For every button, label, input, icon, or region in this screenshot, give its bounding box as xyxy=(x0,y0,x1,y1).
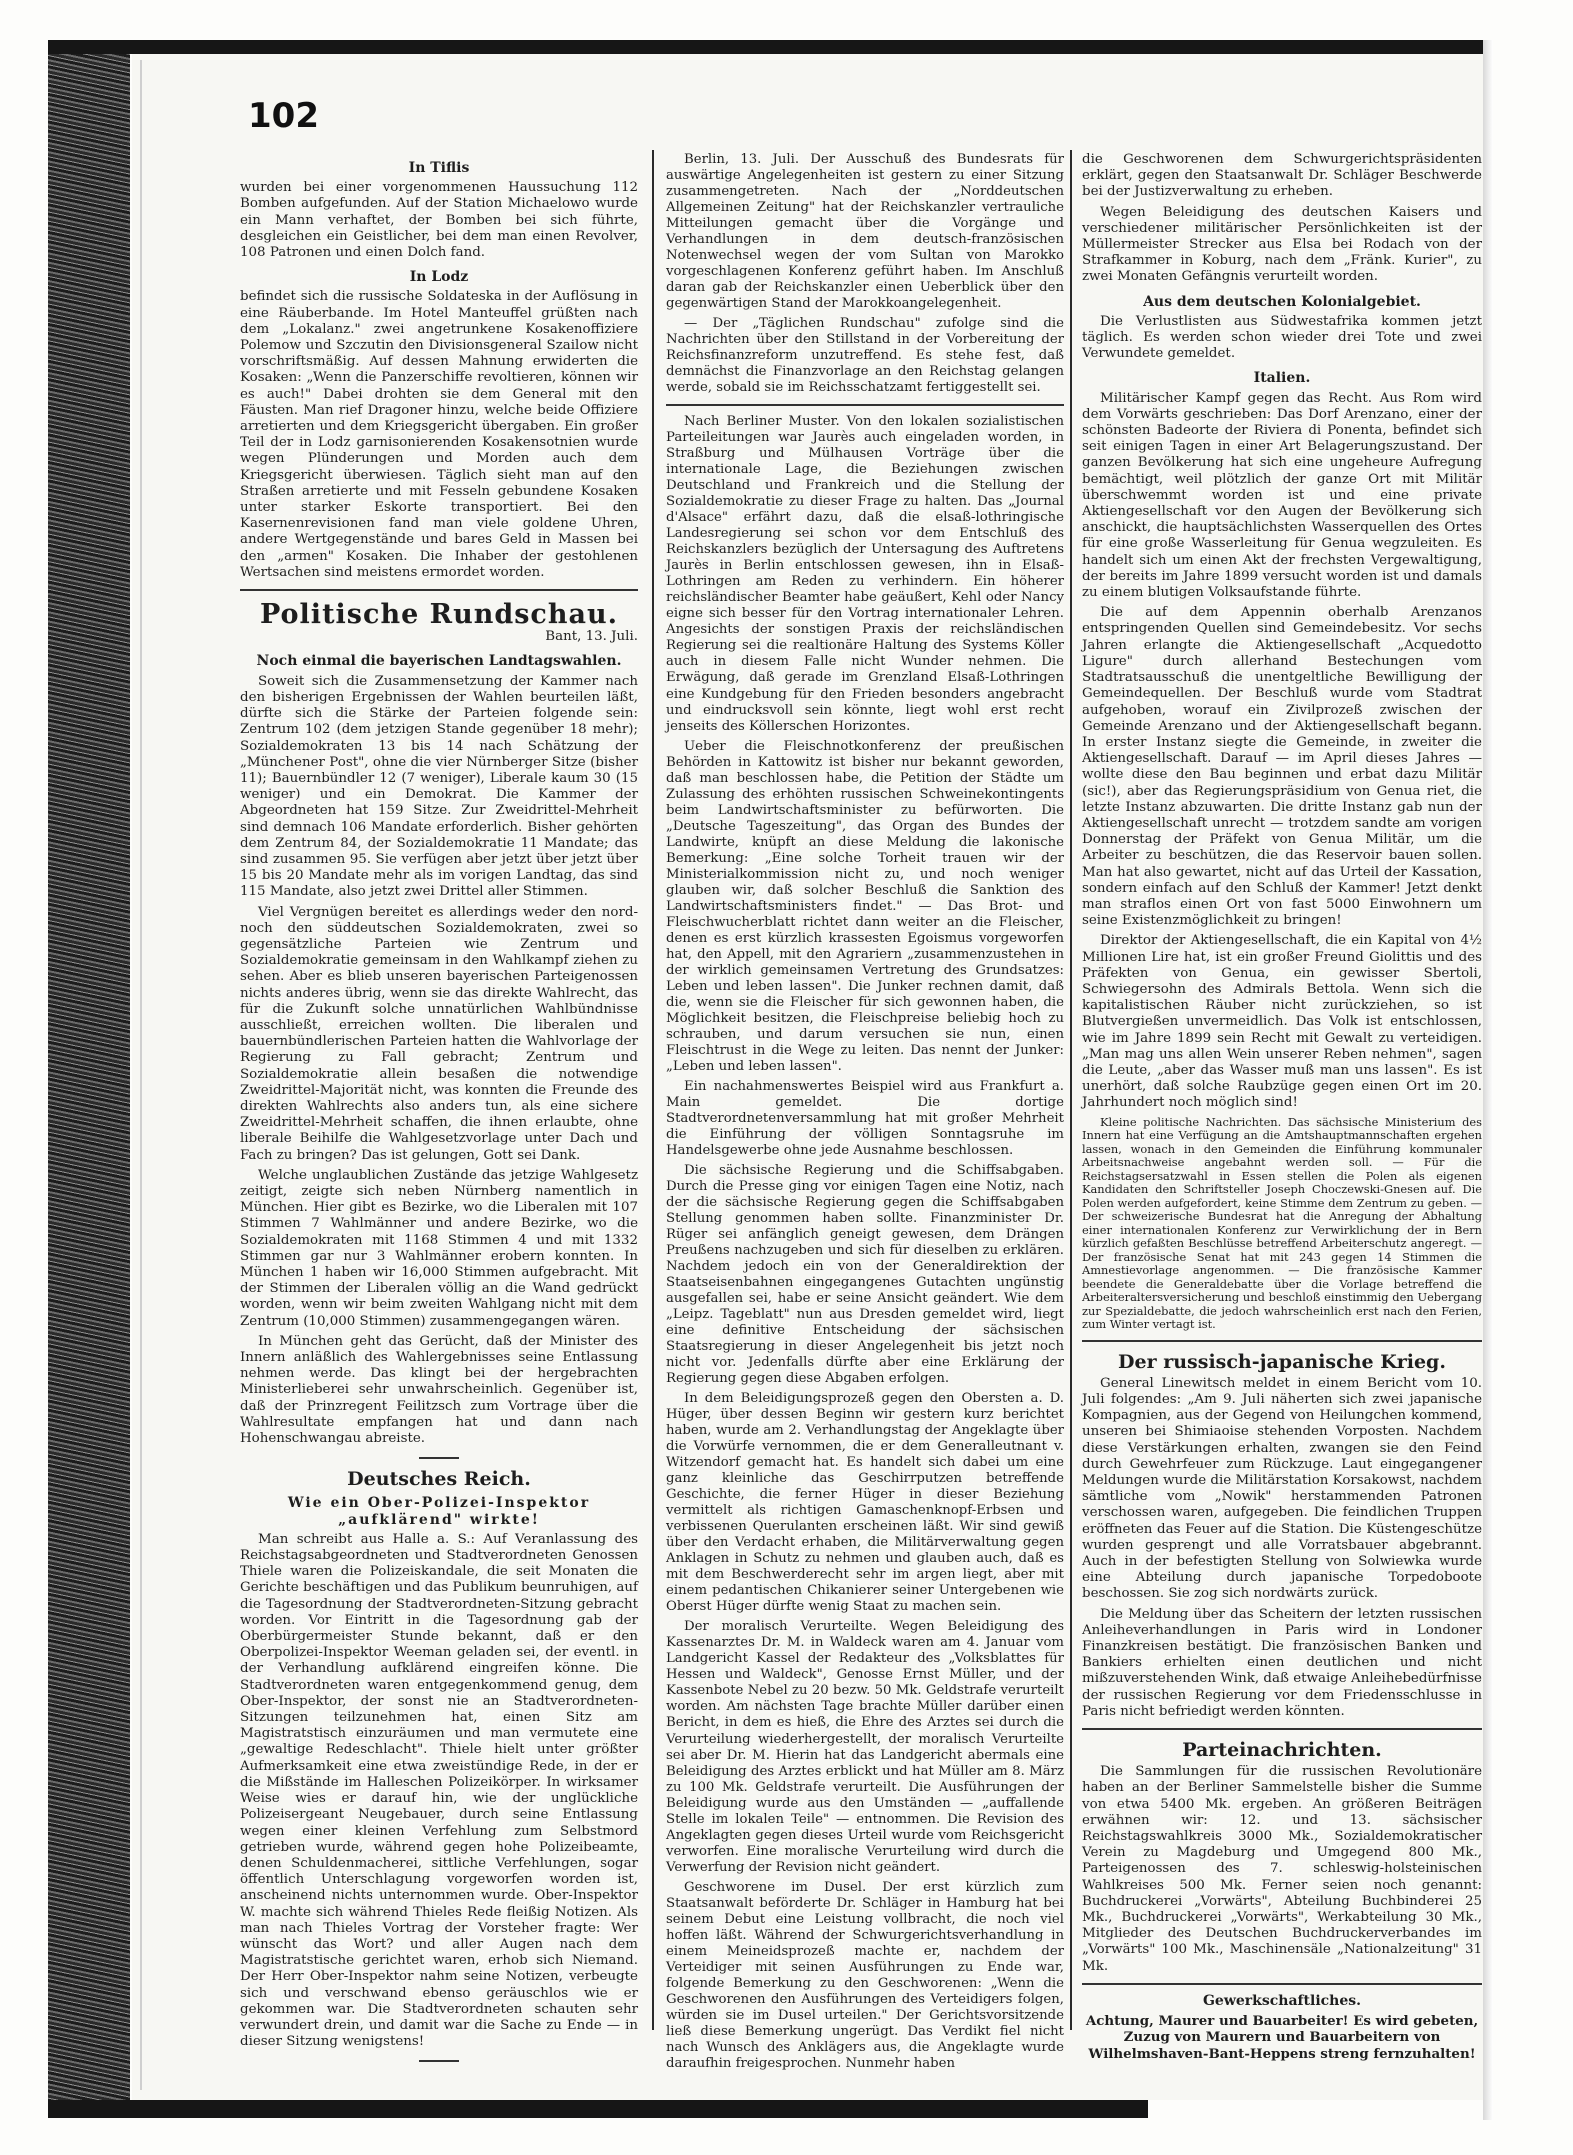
column-rule-1 xyxy=(652,150,654,2030)
article-geschworene-dusel: Geschworene im Dusel. Der erst kürzlich zum Staatsanwalt beförderte Dr. Schläger in Hamburg hat bei seinem Debut eine Leistung vollbracht, die noch viel hoffen läßt. Während der Schwurgerichtsverhandlung in einem Meineidsprozeß machte er, nachdem der Verteidiger mit seinen Ausführungen zu Ende war, folgende Bemerkung zu den Geschworenen: „Wenn die Geschworenen den Ausführungen des Verteidigers folgen, würden sie im Dusel urteilen." Der Gerichtsvorsitzende ließ diese Bemerkung ungerügt. Das Verdikt fiel nicht nach Wunsch des Anklägers aus, die Angeklagte wurde daraufhin freigesprochen. Nunmehr haben xyxy=(666,1879,1064,2071)
article-dusel-continued: die Geschworenen dem Schwurgerichtspräsidenten erklärt, gegen den Staatsanwalt Dr. Schläger Beschwerde bei der Justizverwaltung zu erheben. xyxy=(1082,152,1482,200)
heading-kolonialgebiet: Aus dem deutschen Kolonialgebiet. xyxy=(1143,293,1421,310)
scan-right-edge xyxy=(1483,40,1493,2120)
article-sammlungen: Die Sammlungen für die russischen Revolutionäre haben an der Berliner Sammelstelle bisher die Summe von etwa 5400 Mk. ergeben. An größeren Beiträgen erwähnen wir: 12. und 13. sächsischer Reichstagswahlkreis 3000 Mk., Sozialdemokratischer Verein zu Magdeburg und Umgegend 800 Mk., Parteigenossen des 7. schleswig-holsteinischen Wahlkreises 500 Mk. Ferner seien noch genannt: Buchdruckerei „Vorwärts", Abteilung Buchbinderei 25 Mk., Buchdruckerei „Vorwärts", Werkabteilung 30 Mk., Mitglieder des Deutschen Buchdruckerverbandes im „Vorwärts" 100 Mk., Maschinensäle „Nationalzeitung" 31 Mk. xyxy=(1082,1764,1482,1974)
column-1 xyxy=(240,152,638,2072)
dateline: Bant, 13. Juli. xyxy=(545,629,638,645)
article-kleine-nachrichten: Kleine politische Nachrichten. Das sächsische Ministerium des Innern hat eine Verfügung an die Amtshauptmannschaften ergehen lassen, wonach in den Gemeinden die Einführung kommunaler Arbeitsnachweise angebahnt werden soll. — Für die Reichstagsersatzwahl in Essen stellen die Polen als eigenen Kandidaten den Schriftsteller Joseph Choczewski-Gnesen auf. Die Polen werden aufgefordert, keine Stimme dem Zentrum zu geben. — Der schweizerische Bundesrat hat die Anregung der Abhaltung einer internationalen Konferenz zur Verwirklichung der in Bern kürzlich gefaßten Beschlüsse betreffend Arbeiterschutz angeregt. — Der französische Senat hat mit 243 gegen 14 Stimmen die Amnestievorlage angenommen. — Die französische Kammer beendete die Generaldebatte über die Vorlage betreffend die Arbeiteraltersversicherung und beschloß einstimmig den Uebergang zur Spezialdebatte, die jedoch wahrscheinlich erst nach den Ferien, zum Winter vertagt ist. xyxy=(1082,1114,1482,1332)
article-lodz: befindet sich die russische Soldateska in der Auflösung in eine Räuberbande. Im Hotel Manteuffel grüßten nach dem „Lokalanz." zwei angetrunkene Kosakenoffiziere Polemow und Szczutin den Divisionsgeneral Szailow nicht vorschriftsmäßig. Auf dessen Mahnung erwiderten die Kosaken: „Wenn die Panzerschiffe revoltieren, können wir es auch!" Dabei drohten sie dem General mit den Fäusten. Man rief Dragoner hinzu, welche beide Offiziere arretierten und dem Kriegsgericht übergaben. Ein großer Teil der in Lodz garnisonierenden Kosakensotnien wurde wegen Plünderungen und Morden auch dem Kriegsgericht überwiesen. Täglich sieht man auf den Straßen arretierte und mit Fesseln gebundene Kosaken unter starker Eskorte transportiert. Bei den Kasernenrevisionen fand man viele goldene Uhren, andere Wertgegenstände und bares Geld in Massen bei den „armen" Kosaken. Die Inhaber der gestohlenen Wertsachen sind meistens ermordet worden. xyxy=(240,289,638,580)
article-italien-p3: Direktor der Aktiengesellschaft, die ein Kapital von 4½ Millionen Lire hat, ist ein großer Freund Giolittis und des Präfekten von Genua, ein gewisser Sbertoli, Schwiegersohn des Admirals Bettola. Wenn sich die kapitalistischen Räuber nicht zurückziehen, so ist Blutvergießen unvermeidlich. Das Volk ist entschlossen, wie im Jahre 1899 sein Recht mit Gewalt zu verteidigen. „Man mag uns allen Wein unserer Reben nehmen", sagen die Leute, „aber das Wasser muß man uns lassen". Es ist unerhört, daß solche Raubzüge gegen einen Ort im 20. Jahrhundert noch möglich sind! xyxy=(1082,933,1482,1111)
article-nach-berliner-muster: Nach Berliner Muster. Von den lokalen sozialistischen Parteileitungen war Jaurès auch eingeladen worden, in Straßburg und Mülhausen Vorträge über die internationale Lage, die Beziehungen zwischen Deutschland und Frankreich und die Stellung der Sozialdemokratie zu dieser Frage zu halten. Das „Journal d'Alsace" erfährt dazu, daß die elsaß-lothringische Landesregierung sei schon vor dem Entschluß des Reichskanzlers bezüglich der Untersagung des Auftretens Jaurès in Berlin entschlossen gewesen, ihn in Elsaß-Lothringen am Reden zu verhindern. Ein höherer reichsländischer Beamter habe geäußert, Kehl oder Nancy eigne sich besser für den Vortrag internationaler Lehren. Angesichts der sonstigen Praxis der reichsländischen Regierung sei die realtionäre Haltung des Systems Köller auch in diesem Falle nicht Wunder nehmen. Die Erwägung, daß gerade im Grenzland Elsaß-Lothringen eine Kundgebung für den Frieden besonders angebracht und eindrucksvoll sein könnte, liegt wohl erst recht jenseits des Köllerschen Horizontes. xyxy=(666,414,1064,734)
article-maurer: Achtung, Maurer und Bauarbeiter! Es wird gebeten, Zuzug von Maurern und Bauarbeitern von Wilhelmshaven-Bant-Heppens streng fernzuhalten! xyxy=(1085,2013,1479,2062)
article-italien-p2: Die auf dem Appennin oberhalb Arenzanos entspringenden Quellen sind Gemeindebesitz. Vor sechs Jahren erlangte die Aktiengesellschaft „Acquedotto Ligure" durch allerhand Bestechungen vom Stadtratsausschuß die unentgeltliche Bewilligung der Gemeindequellen. Der Beschluß wurde vom Stadtrat aufgehoben, worauf ein Zivilprozeß zwischen der Gemeinde Arenzano und der Aktiengesellschaft begann. In erster Instanz siegte die Gemeinde, in zweiter die Aktiengesellschaft. Darauf — im April dieses Jahres — wollte diese den Bau beginnen und erbat dazu Militär (sic!), aber das Regierungspräsidium von Genua riet, die letzte Instanz abzuwarten. Die dritte Instanz gab nun der Aktiengesellschaft unrecht — trotzdem sandte am vorigen Donnerstag der Präfekt von Genua Militär, um die Arbeiter zu beschützen, die das Reservoir bauen sollen. Man hat also gewartet, nicht auf das Urteil der Kassation, sondern einfach auf den Schluß der Kammer! Jetzt denkt man straflos einen Ort von fast 5000 Einwohnern um seine Existenzmöglichkeit zu bringen! xyxy=(1082,605,1482,929)
article-halle: Man schreibt aus Halle a. S.: Auf Veranlassung des Reichstagsabgeordneten und Stadtverordneten Genossen Thiele waren die Polizeiskandale, die seit Monaten die Gerichte beschäftigen und das Publikum beunruhigen, auf die Tagesordnung der Stadtverordneten-Sitzung gebracht worden. Vor Eintritt in die Tagesordnung gab der Oberbürgermeister Stunde bekannt, daß er den Oberpolizei-Inspektor Weeman geladen sei, der eventl. in der Verhandlung aufklärend eingreifen könne. Die Stadtverordneten waren entgegenkommend genug, dem Ober-Inspektor, der sonst nie an Stadtverordneten-Sitzungen teilzunehmen hat, einen Sitz am Magistratstisch einzuräumen und man vermutete eine „gewaltige Redeschlacht". Thiele hielt unter größter Aufmerksamkeit eine etwa zweistündige Rede, in der er die Mißstände im Halleschen Polizeikörper. In wirksamer Weise wies er darauf hin, wie der unglückliche Polizeisergeant Neugebauer, durch seine Entlassung wegen einer kleinen Verfehlung zum Selbstmord getrieben wurde, während gegen hohe Polizeibeamte, denen Schuldenmacherei, sittliche Verfehlungen, sogar öffentlich Unterschlagung vorgeworfen worden ist, anscheinend nichts unternommen wurde. Ober-Inspektor W. machte sich während Thieles Rede fleißig Notizen. Als man nach Thieles Vortrag der Vorsteher fragte: Wer wünscht das Wort? und aller Augen nach dem Magistratstische gerichtet waren, erhob sich Niemand. Der Herr Ober-Inspektor nahm seine Notizen, verbeugte sich und verschwand ebenso geräuschlos wie er gekommen war. Die Stadtverordneten schauten sehr verwundert drein, und damit war die Sache zu Ende — in dieser Sitzung wenigstens! xyxy=(240,1531,638,2050)
article-fleischnotkonferenz: Ueber die Fleischnotkonferenz der preußischen Behörden in Kattowitz ist bisher nur bekannt geworden, daß man beschlossen habe, die Petition der Städte um Zulassung des erhöhten russischen Schweinekontingents beim Landwirtschaftsminister zu befürworten. Die „Deutsche Tageszeitung", das Organ des Bundes der Landwirte, knüpft an diese Meldung die lakonische Bemerkung: „Eine solche Torheit trauen wir der Ministerialkommission nicht zu, und noch weniger glauben wir, daß solcher Beschluß die Sanktion des Landwirtschaftsministers findet." — Das Brot- und Fleischwucherblatt richtet dann weiter an die Fleischer, denen es erst kürzlich krassesten Egoismus vorgeworfen hat, den Appell, mit den Agrariern „zusammenzustehen in der wirklich gemeinsamen Vertretung des Grundsatzes: Leben und leben lassen". Die Junker rechnen damit, daß die, wenn sie die Fleischer für sich gewonnen haben, die Möglichkeit besitzen, die Fleischpreise beliebig hoch zu schrauben, und darum versuchen sie nun, einen Fleischtrust in die Wege zu leiten. Das nennt der Junker: „Leben und leben lassen". xyxy=(666,738,1064,1074)
column-3 xyxy=(1082,152,1482,2066)
heading-politische-rundschau: Politische Rundschau. xyxy=(259,599,619,631)
book-binding xyxy=(48,46,130,2116)
article-verlustlisten: Die Verlustlisten aus Südwestafrika kommen jetzt täglich. Es werden schon wieder drei Tote und zwei Verwundete gemeldet. xyxy=(1082,313,1482,362)
article-bavarian-p3: Welche unglaublichen Zustände das jetzige Wahlgesetz zeitigt, zeigte sich neben Nürnberg namentlich in München. Hier gibt es Bezirke, wo die Liberalen mit 107 Stimmen 7 Wahlmänner und andere Bezirke, wo die Sozialdemokraten mit 1168 Stimmen 4 und mit 1332 Stimmen gar nur 3 Wahlmänner erobern konnten. In München 1 haben wir 16,000 Stimmen aufgebracht. Mit der Stimmen der Liberalen völlig an die Wand gedrückt worden, wenn wir beim zweiten Wahlgang nicht mit dem Zentrum (10,000 Stimmen) zusammengegangen wären. xyxy=(240,1167,638,1329)
article-moralisch-verurteilt: Der moralisch Verurteilte. Wegen Beleidigung des Kassenarztes Dr. M. in Waldeck waren am 4. Januar vom Landgericht Kassel der Redakteur des „Volksblattes für Hessen und Waldeck", Genosse Ernst Müller, und der Kassenbote Nebel zu 20 bezw. 50 Mk. Geldstrafe verurteilt worden. Am nächsten Tage brachte Müller darüber einen Bericht, in dem es hieß, die Ehre des Arztes sei durch die Verurteilung wiederhergestellt, der moralisch Verurteilte sei aber Dr. M. Hierin hat das Landgericht abermals eine Beleidigung des Arztes erblickt und hat Müller am 8. März zu 100 Mk. Geldstrafe verurteilt. Die Ausführungen der Beleidigung wurde aus den Umständen — „auffallende Stelle im lokalen Teile" — entnommen. Die Revision des Angeklagten gegen dieses Urteil wurde vom Reichsgericht verworfen. Eine moralische Verurteilung wird durch die Verwerfung der Revision nicht geändert. xyxy=(666,1619,1064,1875)
article-beispiel: Ein nachahmenswertes Beispiel wird aus Frankfurt a. Main gemeldet. Die dortige Stadtverordnetenversammlung hat mit großer Mehrheit die Einführung der völligen Sonntagsruhe im Handelsgewerbe ohne jede Ausnahme beschlossen. xyxy=(666,1078,1064,1158)
article-bavarian-p2: Viel Vergnügen bereitet es allerdings weder den nord- noch den süddeutschen Sozialdemokraten, zwei so gegensätzliche Parteien wie Zentrum und Sozialdemokratie gemeinsam in den Wahlkampf ziehen zu sehen. Aber es blieb unseren bayerischen Parteigenossen nichts anderes übrig, wenn sie das direkte Wahlrecht, das für die Zukunft solche unnatürlichen Wahlbündnisse ausschließt, erreichen wollten. Die liberalen und bauernbündlerischen Parteien hatten die Wahlvorlage der Regierung zu Fall gebracht; Zentrum und Sozialdemokratie allein besaßen die notwendige Zweidrittel-Majorität nicht, was konnten die Freunde des direkten Wahlrechts also anders tun, als eine sichere Zweidrittel-Mehrheit schaffen, die ihnen erlaubte, ohne liberale Beihilfe die Wahlgesetzvorlage unter Dach und Fach zu bringen? Das ist gelungen, Gott sei Dank. xyxy=(240,904,638,1163)
article-anleihe: Die Meldung über das Scheitern der letzten russischen Anleiheverhandlungen in Paris wird in Londoner Finanzkreisen bestätigt. Die französischen Banken und Bankiers erhielten einen deutlichen und nicht mißzuverstehenden Wink, daß etwaige Anleihebedürfnisse der russischen Regierung vor dem Friedensschlusse in Paris nicht befriedigt werden könnten. xyxy=(1082,1606,1482,1719)
article-italien-p1: Militärischer Kampf gegen das Recht. Aus Rom wird dem Vorwärts geschrieben: Das Dorf Arenzano, einer der schönsten Badeorte der Riviera di Ponenta, befindet sich seit einigen Tagen in einer Art Belagerungszustand. Der ganzen Bevölkerung hat sich eine ungeheure Aufregung bemächtigt, weil plötzlich der ganze Ort mit Militär überschwemmt worden ist und eine private Aktiengesellschaft vor den Augen der Bevölkerung sich anschickt, die hauptsächlichsten Wasserquellen des Ortes für eine große Wasserleitung für Genua wegzuleiten. Es handelt sich um einen Akt der frechsten Vergewaltigung, der bereits im Jahre 1899 versucht worden ist und damals zu einem blutigen Volksaufstande führte. xyxy=(1082,390,1482,601)
short-divider-end xyxy=(419,2060,459,2062)
page-number: 102 xyxy=(248,96,319,136)
heading-russisch-japanischer-krieg: Der russisch-japanische Krieg. xyxy=(1118,1350,1446,1373)
article-bavarian-p4: In München geht das Gerücht, daß der Minister des Innern anläßlich des Wahlergebnisses seine Entlassung nehmen werde. Das klingt bei der hergebrachten Ministerlieberei sehr unwahrscheinlich. Gegenüber ist, daß der Prinzregent Feilitzsch zum Vortrage über die Wahlresultate empfangen hat und dann nach Hohenschwangau abreiste. xyxy=(240,1333,638,1447)
heading-bavarian-elections: Noch einmal die bayerischen Landtagswahlen. xyxy=(256,653,622,670)
article-tiflis: wurden bei einer vorgenommenen Haussuchung 112 Bomben aufgefunden. Auf der Station Michaelowo wurde ein Mann verhaftet, der Bomben bei sich führte, desgleichen ein Geistlicher, bei dem man einen Revolver, 108 Patronen und einen Dolch fand. xyxy=(240,180,638,261)
article-kaiser-beleidigung: Wegen Beleidigung des deutschen Kaisers und verschiedener militärischer Persönlichkeiten ist der Müllermeister Strecker aus Elsa bei Rodach von der Strafkammer in Koburg, nach dem „Fränk. Kurier", zu zwei Monaten Gefängnis verurteilt worden. xyxy=(1082,204,1482,285)
heading-lodz: In Lodz xyxy=(409,269,469,286)
section-divider xyxy=(240,589,638,591)
section-divider xyxy=(1082,1983,1482,1985)
heading-italien: Italien. xyxy=(1253,370,1311,387)
article-bavarian-p1: Soweit sich die Zusammensetzung der Kammer nach den bisherigen Ergebnissen der Wahlen beurteilen läßt, dürfte sich die Stärke der Parteien folgende sein: Zentrum 102 (dem jetzigen Stande gegenüber 18 mehr); Sozialdemokraten 13 bis 14 nach Schätzung der „Münchener Post", ohne die vier Nürnberger Sitze (bisher 11); Bauernbündler 12 (7 weniger), Liberale kaum 30 (15 weniger) und ein Demokrat. Die Kammer der Abgeordneten hat 159 Sitze. Zur Zweidrittel-Mehrheit sind demnach 106 Mandate erforderlich. Bisher gehörten dem Zentrum 84, der Sozialdemokratie 11 Mandate; das sind zusammen 95. Sie verfügen aber jetzt über jetzt über 15 bis 20 Mandate mehr als im vorigen Landtag, das sind 115 Mandate, also jetzt zwei Drittel aller Stimmen. xyxy=(240,673,638,900)
section-divider xyxy=(1082,1728,1482,1730)
section-divider xyxy=(1082,1340,1482,1342)
page-margin-line xyxy=(140,60,142,2090)
heading-gewerkschaftliches: Gewerkschaftliches. xyxy=(1202,1992,1362,2009)
article-rundschau-finanz: — Der „Täglichen Rundschau" zufolge sind die Nachrichten über den Stillstand in der Vorbereitung der Reichsfinanzreform unzutreffend. Es stehe fest, daß demnächst die Finanzvorlage an den Reichstag gelangen werde, sobald sie im Reichsschatzamt fertiggestellt sei. xyxy=(666,316,1064,396)
scan-bottom-edge xyxy=(48,2100,1148,2118)
column-2 xyxy=(666,152,1064,2076)
short-divider xyxy=(419,1457,459,1459)
heading-parteinachrichten: Parteinachrichten. xyxy=(1182,1739,1382,1762)
scan-top-edge xyxy=(48,40,1483,54)
heading-deutsches-reich: Deutsches Reich. xyxy=(347,1468,531,1491)
heading-tiflis: In Tiflis xyxy=(408,160,470,176)
article-schiffsabgaben: Die sächsische Regierung und die Schiffsabgaben. Durch die Presse ging vor einigen Tagen eine Notiz, nach der die sächsische Regierung gegen die Schiffsabgaben Stellung genommen haben sollte. Finanzminister Dr. Rüger sei anfänglich geneigt gewesen, dem Drängen Preußens nachzugeben und sich für dieselben zu erklären. Nachdem jedoch ein von der Generaldirektion der Staatseisenbahnen eingegangenes Gutachten ungünstig ausgefallen sei, habe er seine Ansicht geändert. Wie dem „Leipz. Tageblatt" nun aus Dresden gemeldet wird, liegt eine definitive Entscheidung der sächsischen Staatsregierung in dieser Angelegenheit bis jetzt noch nicht vor. Jedenfalls dürfte aber eine Erklärung der Regierung gegen diese Abgaben erfolgen. xyxy=(666,1162,1064,1387)
heading-ober-polizei-inspektor: Wie ein Ober-Polizei-Inspektor „aufklärend" wirkte! xyxy=(287,1495,591,1528)
column-rule-2 xyxy=(1070,150,1072,2030)
article-linewitsch: General Linewitsch meldet in einem Bericht vom 10. Juli folgendes: „Am 9. Juli näherten sich zwei japanische Kompagnien, aus der Gegend von Heilungchen kommend, unseren bei Shimiaoise stehenden Vorposten. Nachdem diese Verstärkungen erhalten, zwangen sie den Feind durch Gewehrfeuer zum Rückzuge. Laut eingegangener Meldungen wurde die Militärstation Korsakowst, nachdem sämtliche vom „Nowik" herstammenden Patronen verschossen waren, aufgegeben. Die feindlichen Truppen eröffneten das Feuer auf die Station. Die Küstengeschütze wurden gesprengt und alle Vorratsbauer abgebrannt. Auch in der befestigten Stellung von Solwiewka wurde eine Abteilung durch japanische Torpedoboote beschossen. Sie zog sich nordwärts zurück. xyxy=(1082,1375,1482,1602)
section-divider xyxy=(666,404,1064,406)
article-berlin: Berlin, 13. Juli. Der Ausschuß des Bundesrats für auswärtige Angelegenheiten ist gestern zu einer Sitzung zusammengetreten. Nach der „Norddeutschen Allgemeinen Zeitung" hat der Reichskanzler vertrauliche Mitteilungen gemacht über die Vorgänge und Verhandlungen in dem deutsch-französischen Notenwechsel wegen der vom Sultan von Marokko vorgeschlagenen Konferenz geführt haben. Im Anschluß daran gab der Reichskanzler einen Ueberblick über den gegenwärtigen Stand der Marokkoangelegenheit. xyxy=(666,152,1064,312)
article-beleidigungsprozess: In dem Beleidigungsprozeß gegen den Obersten a. D. Hüger, über dessen Beginn wir gestern kurz berichtet haben, wurde am 2. Verhandlungstag der Angeklagte über die Vorwürfe vernommen, die er dem Generalleutnant v. Witzendorf gemacht hat. Es handelt sich dabei um eine ganz kleinliche das Geschirrputzen betreffende Geschichte, die ferner Hüger in dieser Beziehung vermittelt als richtigen Gamaschenknopf-Erbsen und verbissenen Querulanten erscheinen läßt. Wir sind gewiß über den Verdacht erhaben, die Militärverwaltung gegen Anklagen in Schutz zu nehmen und glauben auch, daß es mit dem Beschwerderecht sehr im argen liegt, aber mit einem pedantischen Chikanierer seiner Untergebenen wie Oberst Hüger dürfte wenig Staat zu machen sein. xyxy=(666,1391,1064,1615)
